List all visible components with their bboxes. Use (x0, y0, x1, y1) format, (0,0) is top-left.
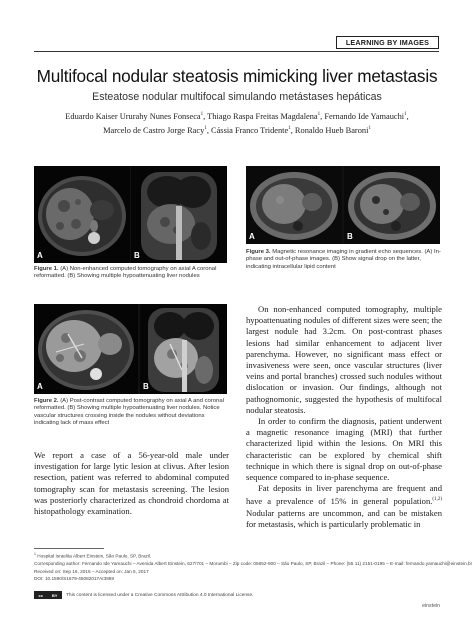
figure-1-panel-a (34, 166, 130, 263)
author-list: Eduardo Kaiser Ururahy Nunes Fonseca$^1$, Thiago Raspa Freitas Magdalena$^1$, Fernando Ide Yamauchi$^1$, Marcelo de Castro Jorge Racy$^1$, Cássia Franco Tridente$^1$, Ronaldo Hueb Baroni$^1$ (65, 111, 409, 136)
panel-label-a: A (37, 251, 43, 260)
footnote-divider (34, 548, 104, 549)
author-5: , Cássia Franco Tridente (206, 126, 289, 136)
panel-label-b: B (134, 251, 140, 260)
paragraph: We report a case of a 56-year-old male under investigation for large lytic lesion at clivus. After lesion resection, patient was referred to abdominal computed tomography scan for metastasis screening. The lesion was posteriorly characterized as chondroid chordoma at histopathology examination. (34, 450, 229, 517)
panel-label-a: A (249, 232, 255, 241)
figure-3-image (246, 166, 440, 244)
section-label: LEARNING BY IMAGES (336, 36, 439, 49)
footnotes (34, 551, 473, 583)
figure-3-caption: Figure 3. Magnetic resonance imaging in gradient echo sequences. (A) In-phase and out-of-phase images. (B) Show signal drop on the latter, indicating intracellular lipid content (246, 249, 441, 270)
paragraph: In order to confirm the diagnosis, patient underwent a magnetic resonance imaging (MRI) that further characterized lipid within the lesions. On MRI this characteristic can be explored by chemical shift technique in which there is signal drop on out-of-phase sequence compared to in-phase sequence. (246, 416, 442, 483)
author-2: , Thiago Raspa Freitas Magdalena (203, 111, 318, 121)
figure-2-caption: Figure 2. (A) Post-contrast computed tomography on axial A and coronal reformatted. (B) Showing multiple hypoattenuating liver nodules. Notice vascular structures crossing inside the nodules without deviations indicating lack of mass effect (34, 398, 224, 427)
mri-in-phase-image (246, 166, 342, 244)
figure-3-panel-a (246, 166, 342, 244)
figure-1-image (34, 166, 227, 263)
affiliation-note: $^1$ Hospital Israelita Albert Einstein, São Paulo, SP, Brazil. (34, 552, 152, 559)
figure-2-panel-b (140, 304, 227, 394)
doi: DOI: 10.1590/S1679-45082017AI3869 (34, 576, 115, 582)
figure-1-caption: Figure 1. (A) Non-enhanced computed tomography on axial A coronal reformatted. (B) Showing multiple hypoattenuating liver nodules (34, 266, 217, 280)
figure-1-panel-b (131, 166, 227, 263)
body-right-column (246, 304, 442, 530)
ct-post-contrast-coronal-image (140, 304, 227, 394)
mri-out-of-phase-image (344, 166, 440, 244)
ct-coronal-image (131, 166, 227, 263)
panel-label-b: B (347, 232, 353, 241)
figure-1-label: Figure 1. (34, 266, 59, 272)
figure-2-image (34, 304, 227, 394)
license-block (34, 591, 253, 599)
cc-by-icon: cc BY (34, 591, 62, 599)
paragraph: Fat deposits in liver parenchyma are frequent and have a prevalence of 15% in general population.$^{(1,2)}$ Nodular patterns are uncommon, and can be mistaken for metastasis, which is particularly problematic in (246, 483, 442, 529)
author-1: Eduardo Kaiser Ururahy Nunes Fonseca (65, 111, 201, 121)
paragraph: On non-enhanced computed tomography, multiple hypoattenuating nodules of different sizes were seen; the largest nodule had 3.2cm. On post-contrast phases lesions had similar enhancement to adjacent liver parenchyma. However, no significant mass effect or invasiveness were seen, once vascular structures (liver veins and portal branches) crossed such nodules without dislocation or invasion. Our findings, although not pathognomonic, suggested the hypothesis of multifocal nodular steatosis. (246, 304, 442, 415)
author-3: , Fernando Ide Yamauchi (320, 111, 405, 121)
author-6: , Ronaldo Hueb Baroni (290, 126, 369, 136)
received-dates: Received on: Sep 16, 2016 – Accepted on: Jan 5, 2017 (34, 568, 149, 574)
author-4: Marcelo de Castro Jorge Racy (103, 126, 205, 136)
figure-3-label: Figure 3. (246, 249, 271, 255)
article-subtitle: Esteatose nodular multifocal simulando metástases hepáticas (92, 91, 382, 103)
citation-ref: (1,2) (432, 497, 442, 503)
journal-logo: einstein (422, 603, 440, 609)
header-divider (34, 51, 439, 52)
figure-2-panel-a (34, 304, 138, 394)
license-text: This content is licensed under a Creative Commons Attribution 4.0 International License. (66, 592, 254, 598)
panel-label-a: A (37, 382, 43, 391)
panel-label-b: B (143, 382, 149, 391)
article-title: Multifocal nodular steatosis mimicking liver metastasis (36, 66, 438, 86)
figure-2-label: Figure 2. (34, 398, 59, 404)
body-left-column (34, 450, 229, 517)
ct-post-contrast-axial-image (34, 304, 138, 394)
figure-3-panel-b (344, 166, 440, 244)
corresponding-author: Corresponding author: Fernando Ide Yamauchi – Avenida Albert Einstein, 627/701 – Morumbi – Zip code: 05652-900 – São Paulo, SP, Brazil – Phone: (55 11) 2151-0195 – E-mail: fernando.yamauchi@einstein.br (34, 561, 473, 567)
ct-axial-image (34, 166, 130, 263)
